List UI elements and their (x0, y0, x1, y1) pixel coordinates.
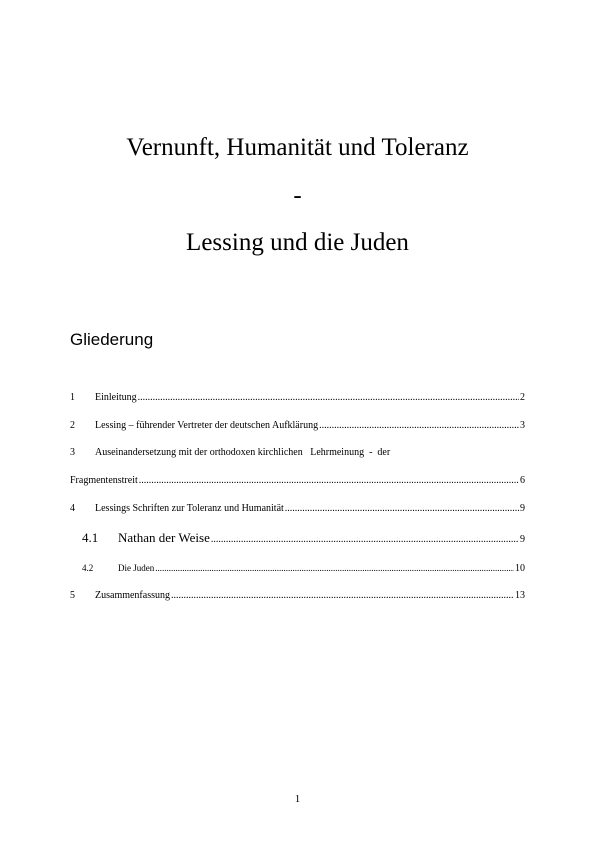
toc-entry-page: 13 (515, 590, 525, 601)
toc-entry-label: Auseinandersetzung mit der orthodoxen kirchlichen Lehrmeinung - der (95, 447, 391, 458)
toc-entry-label-continuation: Fragmentenstreit (70, 475, 138, 486)
toc-entry-number: 5 (70, 590, 75, 601)
toc-leader-dots (139, 475, 519, 487)
toc-entry-label: Einleitung (95, 392, 137, 403)
toc-entry-page: 9 (520, 534, 525, 545)
toc-entry-label: Zusammenfassung (95, 590, 170, 601)
toc-entry-page: 2 (520, 392, 525, 403)
toc-entry-schriften[interactable] (70, 503, 525, 515)
toc-entry-einleitung[interactable] (70, 392, 525, 404)
toc-entry-fragmentenstreit-line1[interactable] (70, 447, 525, 459)
toc-leader-dots (155, 562, 514, 574)
toc-entry-lessing-aufklaerung[interactable] (70, 420, 525, 432)
toc-entry-number: 3 (70, 447, 75, 458)
toc-entry-label: Die Juden (118, 563, 155, 573)
toc-entry-zusammenfassung[interactable] (70, 590, 525, 602)
toc-leader-dots (211, 532, 519, 547)
toc-leader-dots (319, 420, 519, 432)
toc-entry-fragmentenstreit-line2[interactable] (70, 475, 525, 487)
toc-entry-number: 1 (70, 392, 75, 403)
document-title-separator: - (293, 182, 302, 209)
toc-entry-nathan[interactable] (70, 530, 525, 547)
page-number: 1 (294, 793, 301, 805)
toc-leader-dots (171, 590, 514, 602)
toc-entry-label: Lessing – führender Vertreter der deutschen Aufklärung (95, 420, 319, 431)
toc-entry-number: 4.2 (82, 563, 94, 573)
toc-entry-page: 6 (520, 475, 525, 486)
toc-entry-die-juden[interactable] (70, 562, 525, 575)
toc-entry-page: 10 (515, 563, 525, 574)
toc-entry-page: 3 (520, 420, 525, 431)
toc-leader-dots (285, 503, 519, 515)
document-title-line-1: Vernunft, Humanität und Toleranz (126, 134, 469, 161)
document-title-line-2: Lessing und die Juden (186, 229, 409, 256)
toc-entry-page: 9 (520, 503, 525, 514)
toc-entry-number: 4.1 (82, 530, 99, 545)
toc-entry-number: 4 (70, 503, 75, 514)
toc-entry-number: 2 (70, 420, 75, 431)
toc-leader-dots (138, 392, 519, 404)
toc-entry-label: Lessings Schriften zur Toleranz und Humanität (95, 503, 284, 514)
toc-heading: Gliederung (70, 330, 154, 349)
toc-entry-label: Nathan der Weise (118, 530, 210, 545)
